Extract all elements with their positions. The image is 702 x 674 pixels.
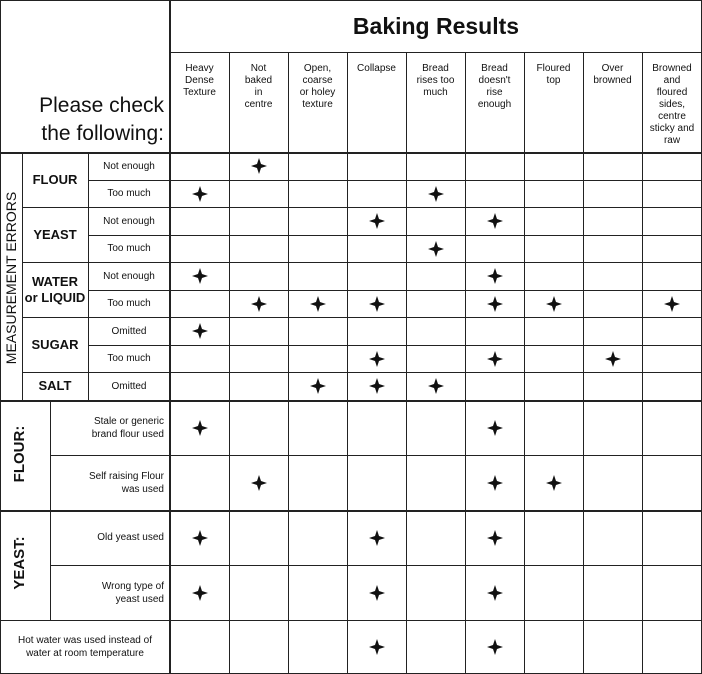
grid-line [88,345,170,346]
row-label: Omitted [111,380,147,392]
column-header-label: Bread rises too much [416,63,455,98]
column-header-label: Heavy Dense Texture [183,63,216,98]
result-star-icon [605,351,621,367]
grid-line [170,207,702,208]
grid-line [170,455,702,456]
result-star-icon [192,268,208,284]
column-header [170,52,229,152]
grid-line [88,290,170,291]
instruction-line-1: Please check [39,94,164,117]
column-header [406,52,465,152]
grid-line [642,52,643,674]
group-label: FLOUR [32,171,78,187]
section-yeast: YEAST: [11,536,28,590]
column-header-label: Floured top [536,63,571,86]
result-star-icon [192,585,208,601]
result-star-icon [546,296,562,312]
result-star-icon [192,186,208,202]
result-star-icon [487,268,503,284]
result-star-icon [369,351,385,367]
column-header-label: Open, coarse or holey texture [299,63,336,110]
result-star-icon [664,296,680,312]
result-star-icon [369,639,385,655]
column-header [465,52,524,152]
grid-line [465,52,466,674]
grid-line [347,52,348,674]
result-star-icon [251,158,267,174]
result-star-icon [369,213,385,229]
group-label: YEAST [33,226,77,242]
grid-line [88,235,170,236]
row-label: Too much [107,243,151,254]
grid-line [170,317,702,318]
grid-line [0,400,702,402]
grid-line [170,372,702,373]
grid-line [0,0,702,1]
grid-line [22,372,170,373]
result-star-icon [310,378,326,394]
column-header [229,52,288,152]
row-label: Self raising Flour was used [88,470,164,495]
column-header-label: Collapse [357,63,396,74]
row-label: Stale or generic brand flour used [91,415,164,440]
result-star-icon [546,475,562,491]
grid-line [0,152,702,154]
grid-line [583,52,584,674]
grid-line [170,52,702,53]
row-label: Not enough [103,160,155,172]
result-star-icon [192,323,208,339]
column-header [642,52,702,152]
result-star-icon [192,530,208,546]
result-star-icon [369,530,385,546]
row-label: Omitted [111,325,147,337]
result-star-icon [251,475,267,491]
grid-line [170,290,702,291]
section-measurement-errors: MEASUREMENT ERRORS [3,191,19,365]
grid-line [22,152,23,400]
section-flour: FLOUR: [11,425,28,483]
column-header-label: Browned and floured sides, centre sticky and raw [649,63,695,146]
instruction-text [0,52,170,152]
result-star-icon [369,296,385,312]
column-header [288,52,347,152]
result-star-icon [428,378,444,394]
result-star-icon [251,296,267,312]
grid-line [0,510,702,512]
grid-line [170,345,702,346]
result-star-icon [310,296,326,312]
grid-line [524,52,525,674]
grid-line [0,620,702,621]
row-label: Too much [107,188,151,199]
grid-line [22,262,170,263]
row-label: Too much [107,353,151,364]
grid-line [170,180,702,181]
result-star-icon [487,475,503,491]
grid-line [22,207,170,208]
grid-line [50,455,170,456]
result-star-icon [487,213,503,229]
row-label: Not enough [103,270,155,282]
grid-line [406,52,407,674]
instruction-line-2: the following: [41,122,164,145]
grid-line [170,262,702,263]
result-star-icon [369,585,385,601]
result-star-icon [487,420,503,436]
column-header [524,52,583,152]
grid-line [88,180,170,181]
column-header-label: Bread doesn't rise enough [477,63,512,110]
result-star-icon [428,186,444,202]
row-label: Hot water was used instead of water at room temperature [18,635,152,659]
grid-line [169,0,171,674]
grid-line [288,52,289,674]
row-label: Too much [107,298,151,309]
group-label: SUGAR [31,336,79,352]
grid-line [229,52,230,674]
row-label: Not enough [103,215,155,227]
group-label: SALT [38,378,72,393]
row-label: Old yeast used [97,532,164,543]
grid-line [170,565,702,566]
grid-line [50,565,170,566]
result-star-icon [192,420,208,436]
column-header [583,52,642,152]
grid-line [170,235,702,236]
grid-line [0,0,1,674]
result-star-icon [487,639,503,655]
result-star-icon [369,378,385,394]
column-header-label: Over browned [593,63,632,86]
result-star-icon [487,296,503,312]
column-header-label: Not baked in centre [244,63,273,110]
result-star-icon [428,241,444,257]
result-star-icon [487,530,503,546]
table-title: Baking Results [352,12,520,39]
row-label: Wrong type of yeast used [101,580,164,605]
result-star-icon [487,585,503,601]
group-label: WATER or LIQUID [24,273,86,305]
grid-line [22,317,170,318]
grid-line [88,152,89,400]
column-header [347,52,406,152]
result-star-icon [487,351,503,367]
